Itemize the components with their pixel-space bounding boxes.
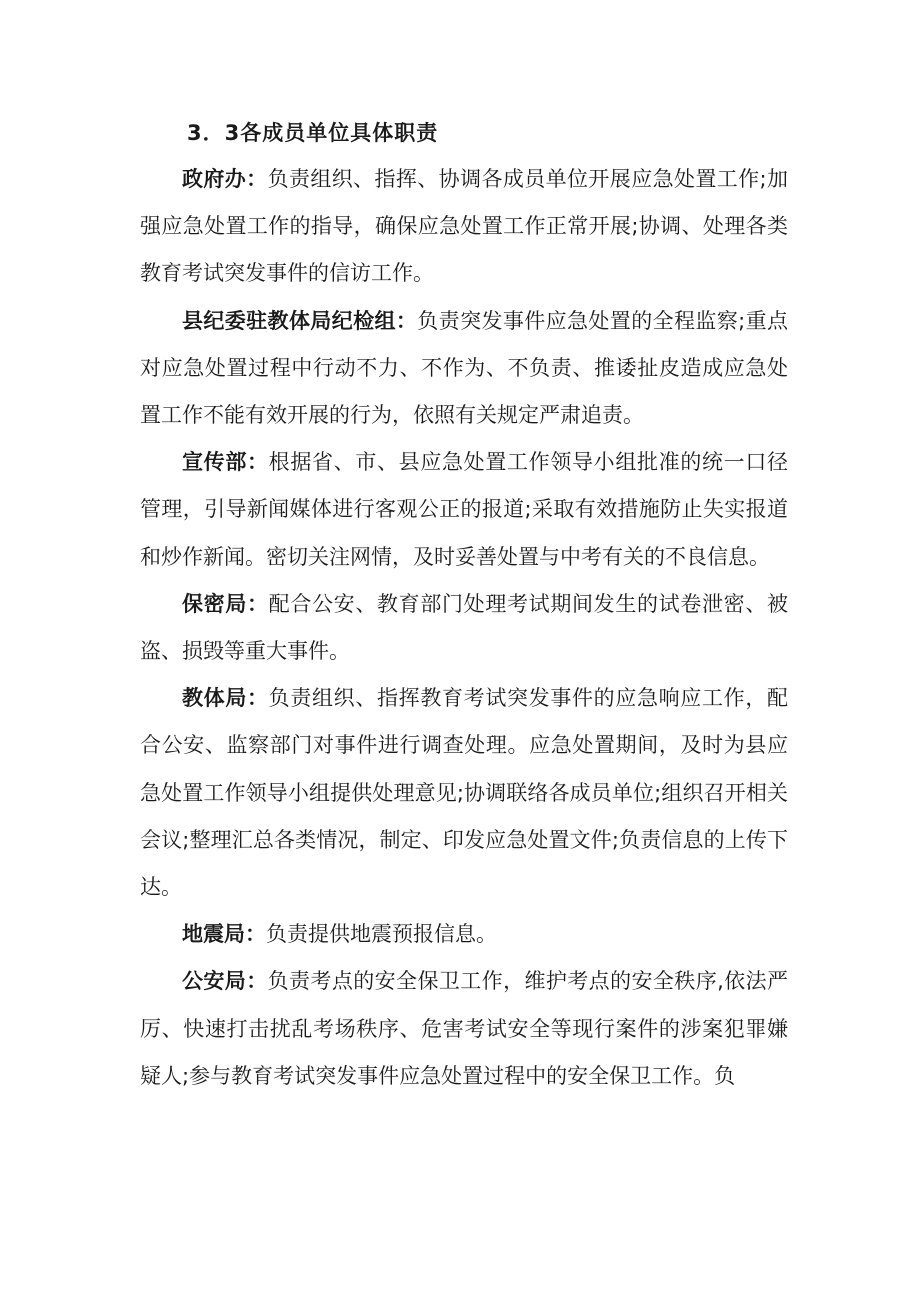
paragraph-public-security-bureau — [140, 958, 788, 1100]
paragraph-text: 负责突发事件应急处置的全程监察;重点对应急处置过程中行动不力、不作为、不负责、推诿扯皮造成应急处置工作不能有效开展的行为，依照有关规定严肃追责。 — [140, 308, 789, 428]
paragraph-label: 宣传部： — [182, 450, 269, 475]
paragraph-text: 负责提供地震预报信息。 — [266, 922, 497, 947]
paragraph-text: 负责组织、指挥教育考试突发事件的应急响应工作，配合公安、监察部门对事件进行调查处理。应急处置期间，及时为县应急处置工作领导小组提供处理意见;协调联络各成员单位;组织召开相关会议;整理汇总各类情况，制定、印发应急处置文件;负责信息的上传下达。 — [140, 686, 789, 900]
paragraph-text: 根据省、市、县应急处置工作领导小组批准的统一口径管理，引导新闻媒体进行客观公正的报道;采取有效措施防止失实报道和炒作新闻。密切关注网情，及时妥善处置与中考有关的不良信息。 — [140, 450, 789, 569]
document-body — [140, 156, 788, 1100]
paragraph-discipline-inspection — [140, 298, 788, 440]
paragraph-label: 公安局： — [182, 969, 268, 994]
paragraph-text: 负责组织、指挥、协调各成员单位开展应急处置工作;加强应急处置工作的指导，确保应急处置工作正常开展;协调、处理各类教育考试突发事件的信访工作。 — [140, 167, 788, 286]
paragraph-publicity-department — [140, 439, 788, 581]
paragraph-secrecy-bureau — [140, 581, 788, 675]
paragraph-earthquake-bureau — [140, 911, 788, 958]
paragraph-label: 政府办： — [182, 167, 268, 191]
paragraph-label: 地震局： — [182, 922, 266, 947]
section-heading: 3．3各成员单位具体职责 — [187, 121, 439, 145]
paragraph-label: 县纪委驻教体局纪检组： — [182, 308, 418, 333]
paragraph-label: 保密局： — [182, 591, 269, 616]
paragraph-label: 教体局： — [182, 686, 269, 711]
paragraph-education-sports-bureau — [140, 675, 788, 911]
paragraph-text: 负责考点的安全保卫工作，维护考点的安全秩序,依法严厉、快速打击扰乱考场秩序、危害考试安全等现行案件的涉案犯罪嫌疑人;参与教育考试突发事件应急处置过程中的安全保卫工作。负 — [140, 969, 788, 1088]
paragraph-government-office — [140, 156, 788, 298]
paragraph-text: 配合公安、教育部门处理考试期间发生的试卷泄密、被盗、损毁等重大事件。 — [140, 591, 789, 664]
